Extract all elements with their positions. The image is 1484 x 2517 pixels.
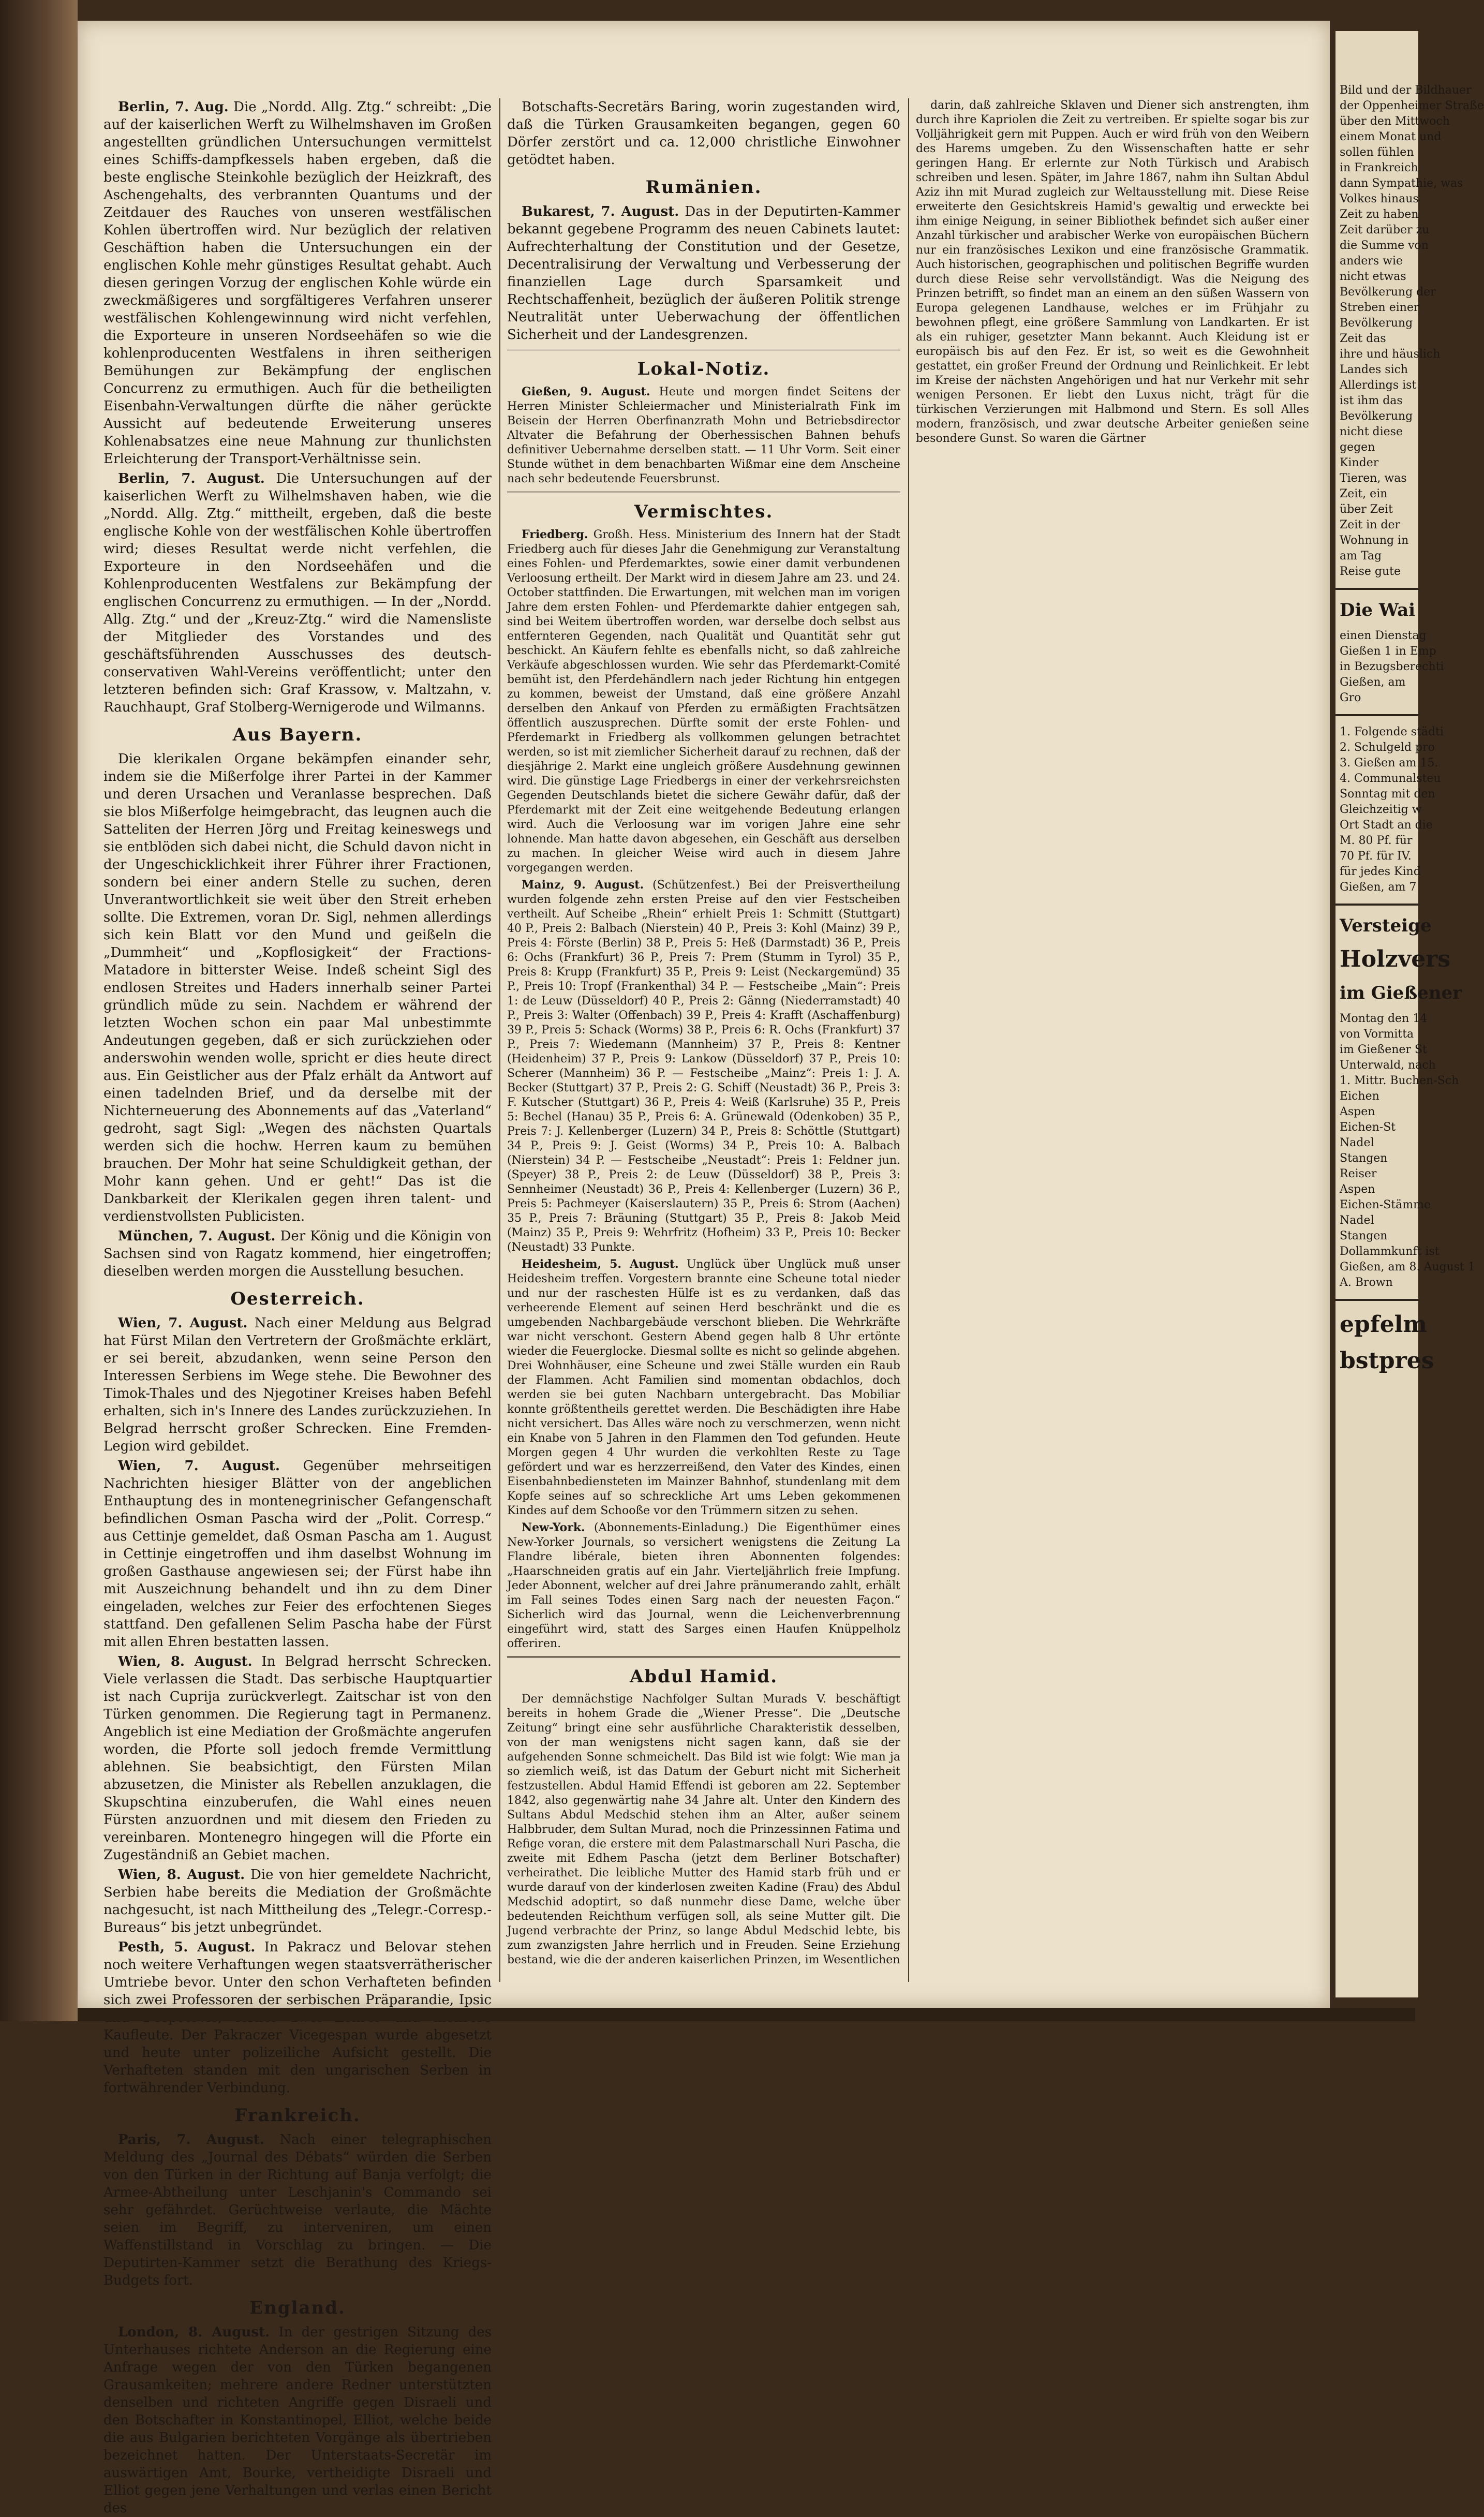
section-heading-frankreich: Frankreich. xyxy=(234,2105,361,2126)
strip-line: Montag den 14 xyxy=(1340,1012,1428,1025)
strip-line: 4. Communalsteu xyxy=(1340,772,1441,785)
strip-line: 2. Schulgeld pro xyxy=(1340,741,1435,754)
strip-text-mid xyxy=(1335,628,1444,706)
section-heading-england: England. xyxy=(249,2298,346,2318)
section-heading-abdul-hamid: Abdul Hamid. xyxy=(629,1666,778,1687)
strip-line: Zeit das xyxy=(1340,332,1386,345)
strip-heading-2: Versteige xyxy=(1340,915,1432,936)
strip-heading-big-1: Holzvers xyxy=(1340,946,1451,972)
strip-line: Reiser xyxy=(1340,1167,1377,1180)
article-wien-1: Wien, 7. August. Nach einer Meldung aus Belgrad hat Fürst Milan den Vertretern der Großmächte erklärt, er sei bereit, abzudanken, wenn seine Person den Interessen Serbiens im Wege stehe. Die Bewohner des Timok-Thales und des Njegotiner Kreises haben Befehl erhalten, sich in's Innere des Landes zurückzuziehen. In Belgrad herrscht großer Schrecken. Eine Fremden-Legion wird gebildet. xyxy=(103,1315,492,1454)
divider xyxy=(507,492,900,493)
article-giessen: Gießen, 9. August. Heute und morgen findet Seitens der Herren Minister Schleiermacher und Ministerialrath Fink im Beisein der Herren Oberfinanzrath Mohn und Betriebsdirector Altvater die Befahrung der Oberhessischen Bahnen behufs definitiver Uebernahme derselben statt. — 11 Uhr Vorm. Seit einer Stunde wüthet in dem benachbarten Wißmar eine dem Anscheine nach sehr bedeutende Feuersbrunst. xyxy=(507,385,900,485)
strip-line: Tieren, was xyxy=(1340,472,1407,485)
section-heading-vermischtes: Vermischtes. xyxy=(634,501,774,522)
strip-line: Allerdings ist xyxy=(1340,379,1417,392)
strip-line: Bild und der Bildhauer xyxy=(1340,84,1472,97)
column-rule xyxy=(499,98,500,1982)
article-muenchen: München, 7. August. Der König und die Königin von Sachsen sind von Ragatz kommend, hier eingetroffen; dieselben werden morgen die Ausstellung besuchen. xyxy=(103,1228,492,1279)
strip-line: A. Brown xyxy=(1340,1276,1393,1289)
strip-line: Dollammkunft ist xyxy=(1340,1245,1440,1258)
strip-line: Bevölkerung xyxy=(1340,317,1413,330)
strip-line: Ort Stadt an die xyxy=(1340,819,1433,832)
article-bayern: Die klerikalen Organe bekämpfen einander sehr, indem sie die Mißerfolge ihrer Partei in der Kammer und deren Ursachen und Veranlasse besprechen. Daß sie blos Mißerfolge heimgebracht, das leugnen auch die Satteliten der Herren Jörg und Freitag keineswegs und sie entblöden sich dabei nicht, die Schuld davon nicht in der Ungeschicklichkeit ihrer Führer ihrer Fractionen, sondern bei einer andern Stelle zu suchen, deren Unverantwortlichkeit sie weit über den Streit erheben sollte. Die Extremen, voran Dr. Sigl, nehmen allerdings sich kein Blatt vor den Mund und geißeln die „Dummheit“ und „Kopflosigkeit“ der Fractions-Matadore in bitterster Weise. Indeß scheint Sigl des endlosen Streites und Haders innerhalb seiner Partei gründlich müde zu sein. Nachdem er während der letzten Wochen schon ein paar Mal unbestimmte Andeutungen gegeben, daß er sich zurückziehen oder anderswohin wenden wolle, spricht er dies heute direct aus. Ein Geistlicher aus der Pfalz erhält da Antwort auf einen tadelnden Brief, und da derselbe mit der Nichterneuerung des Abonnements auf das „Vaterland“ gedroht, sagt Sigl: „Wegen des nächsten Quartals werden sich die hochw. Herren kaum zu bemühen brauchen. Der Mohr hat seine Schuldigkeit gethan, der Mohr kann gehen. Und er geht!“ Das ist die Dankbarkeit der Klerikalen gegen ihren talent- und verdienstvollsten Publicisten. xyxy=(103,751,492,1224)
strip-heading-3: im Gießener xyxy=(1340,983,1462,1003)
strip-line: Gießen, am 7 xyxy=(1340,881,1417,894)
divider xyxy=(1335,714,1418,716)
column-3 xyxy=(916,98,1309,1982)
column-rule xyxy=(908,98,909,1982)
divider xyxy=(1335,904,1418,906)
strip-line: anders wie xyxy=(1340,255,1403,268)
strip-line: Kinder xyxy=(1340,456,1379,469)
strip-text-bottom xyxy=(1335,1011,1475,1291)
strip-text-mid2 xyxy=(1335,724,1444,895)
article-wien-4: Wien, 8. August. Die von hier gemeldete Nachricht, Serbien habe bereits die Mediation der Großmächte nachgesucht, ist nach Mittheilung des „Telegr.-Corresp.-Bureaus“ bis jetzt unbegründet. xyxy=(103,1867,492,1935)
adjacent-page-strip xyxy=(1332,31,1484,1997)
section-heading-rumaenien: Rumänien. xyxy=(645,177,762,198)
strip-line: Zeit in der xyxy=(1340,519,1400,531)
strip-line: ist ihm das xyxy=(1340,394,1403,407)
strip-line: über Zeit xyxy=(1340,503,1393,516)
strip-line: für jedes Kind xyxy=(1340,865,1421,878)
strip-line: über den Mittwoch xyxy=(1340,115,1450,128)
strip-line: Gleichzeitig w xyxy=(1340,803,1422,816)
strip-line: Volkes hinaus xyxy=(1340,193,1419,205)
strip-line: Wohnung in xyxy=(1340,534,1409,547)
article-abdul-hamid: Der demnächstige Nachfolger Sultan Murads V. beschäftigt bereits in hohem Grade die „Wiener Presse“. Die „Deutsche Zeitung“ bringt eine sehr ausführliche Charakteristik desselben, von der man wenigstens nicht sagen kann, daß sie der aufgehenden Sonne schmeichelt. Das Bild ist wie folgt: Wie man ja so ziemlich weiß, ist das Datum der Geburt nicht mit Sicherheit festzustellen. Abdul Hamid Effendi ist geboren am 22. September 1842, also gegenwärtig nahe 34 Jahre alt. Unter den Kindern des Sultans Abdul Medschid stehen ihm an Alter, außer seinem Halbbruder, dem Sultan Murad, noch die Prinzessinnen Fatima und Refige voran, die erstere mit dem Palastmarschall Nuri Pascha, die zweite mit Edhem Pascha (jetzt dem Berliner Botschafter) verheirathet. Die leibliche Mutter des Hamid starb früh und er wurde darauf von der kinderlosen zweiten Kadine (Frau) des Abdul Medschid adoptirt, so daß nunmehr diese Dame, welche über bedeutenden Reichthum verfügen soll, als seine Mutter gilt. Die Jugend verbrachte der Prinz, so lange Abdul Medschid lebte, bis zum zwanzigsten Jahre herrlich und in Freuden. Seine Erziehung bestand, wie die der anderen kaiserlichen Prinzen, im Wesentlichen xyxy=(507,1693,900,1966)
strip-line: Gießen, am 8. August 1 xyxy=(1340,1261,1475,1274)
strip-line: von Vormitta xyxy=(1340,1028,1414,1041)
strip-line: Reise gute xyxy=(1340,565,1401,578)
strip-line: einem Monat und xyxy=(1340,130,1442,143)
article-abdul-hamid-continued: darin, daß zahlreiche Sklaven und Diener sich anstrengten, ihm durch ihre Kapriolen die Zeit zu vertreiben. Er spielte sogar bis zur Volljährigkeit gern mit Puppen. Auch er wird früh von den Weibern des Harems umgeben. Zu den Wissenschaften hatte er sehr geringen Hang. Er erlernte zur Noth Türkisch und Arabisch schreiben und lesen. Später, im Jahre 1867, nahm ihn Sultan Abdul Aziz ihn mit Murad zugleich zur Weltausstellung mit. Diese Reise erweiterte den Gesichtskreis Hamid's gewaltig und erweckte bei ihm einige Neigung, in seiner Bibliothek befindet sich außer einer Anzahl türkischer und arabischer Werke von europäischen Büchern nur ein französisches Lexikon und eine französische Grammatik. Auch historischen, geographischen und politischen Begriffe wurden durch diese Reise sehr vervollständigt. Was die Neigung des Prinzen betrifft, so findet man an einem an den süßen Wassern von Europa gelegenen Landhause, welches er im Frühjahr zu bewohnen pflegt, eine größere Sammlung von Landkarten. Er ist als ein ruhiger, gesetzter Mann bekannt. Auch Kleidung ist er europäisch bis auf den Fez. Er ist, so weit es die Gewohnheit gestattet, ein großer Freund der Ordnung und Reinlichkeit. Er lebt im Kreise der nächsten Angehörigen und hat nur Verkehr mit sehr wenigen Personen. Er liebt den Luxus nicht, trägt für die türkischen Verzierungen mit Halbmond und Stern. Es soll Alles modern, französisch, und zwar deutsche Arbeiter genießen seine besondere Gunst. So waren die Gärtner xyxy=(916,99,1309,445)
section-heading-oesterreich: Oesterreich. xyxy=(230,1289,365,1309)
divider xyxy=(1335,588,1418,590)
strip-line: Stangen xyxy=(1340,1152,1388,1165)
strip-line: 70 Pf. für IV. xyxy=(1340,850,1412,863)
strip-line: Eichen xyxy=(1340,1090,1379,1103)
divider xyxy=(507,1656,900,1658)
section-heading-bayern: Aus Bayern. xyxy=(232,724,363,745)
strip-line: am Tag xyxy=(1340,550,1382,562)
article-bukarest: Bukarest, 7. August. Das in der Deputirten-Kammer bekannt gegebene Programm des neuen Cabinets lautet: Aufrechterhaltung der Constitution und der Gesetze, Decentralisirung der Verwaltung und Verbesserung der finanziellen Lage durch Sparsamkeit und Rechtschaffenheit, bezüglich der äußeren Politik strenge Neutralität unter Ueberwachung der öffentlichen Sicherheit und der Landesgrenzen. xyxy=(507,204,901,343)
strip-line: M. 80 Pf. für xyxy=(1340,834,1413,847)
strip-line: Zeit darüber zu xyxy=(1340,224,1430,236)
strip-line: Landes sich xyxy=(1340,363,1408,376)
strip-line: einen Dienstag xyxy=(1340,629,1427,642)
strip-line: gegen xyxy=(1340,441,1375,454)
strip-line: Gießen 1 in Emp xyxy=(1340,645,1436,658)
scan-bottom-edge xyxy=(78,2008,1415,2021)
strip-line: Sonntag mit den xyxy=(1340,788,1435,801)
strip-heading-big-3: bstpres xyxy=(1340,1348,1434,1374)
strip-line: Nadel xyxy=(1340,1136,1374,1149)
strip-line: die Summe von xyxy=(1340,239,1429,252)
strip-line: 1. Folgende städti xyxy=(1340,726,1444,738)
strip-line: sollen fühlen xyxy=(1340,146,1414,159)
article-heidesheim: Heidesheim, 5. August. Unglück über Unglück muß unser Heidesheim treffen. Vorgestern brannte eine Scheune total nieder und nur der raschesten Hülfe ist es zu verdanken, daß das verheerende Element auf seinen Herd beschränkt und die es umgebenden Nachbargebäude verschont blieben. Die Wehrkräfte war nicht verschont. Gestern Abend gegen halb 8 Uhr ertönte wieder die Feuerglocke. Diesmal sollte es nicht so gelinde abgehen. Drei Wohnhäuser, eine Scheune und zwei Ställe wurden ein Raub der Flammen. Acht Familien sind momentan obdachlos, doch werden sie bei guten Nachbarn untergebracht. Das Mobiliar konnte größtentheils gerettet werden. Die Beschädigten ihre Habe nicht versichert. Das Alles wäre noch zu verschmerzen, wenn nicht ein Knabe von 5 Jahren in den Flammen den Tod gefunden. Heute Morgen gegen 4 Uhr wurden die verkohlten Reste zu Tage gefördert und war es herzzerreißend, den Vater des Kindes, einen Eisenbahnbediensteten im Mainzer Bahnhof, stundenlang mit dem Kopfe seines auf so schreckliche Art ums Leben gekommenen Kindes auf dem Schooße vor den Trümmern sitzen zu sehen. xyxy=(507,1257,900,1517)
strip-line: 3. Gießen am 15. xyxy=(1340,757,1438,769)
strip-line: Nadel xyxy=(1340,1214,1374,1227)
column-1 xyxy=(103,98,492,2516)
article-berlin-1: Berlin, 7. Aug. Die „Nordd. Allg. Ztg.“ schreibt: „Die auf der kaiserlichen Werft zu Wilhelmshaven im Großen angestellten gründlichen Untersuchungen vermittelst eines Schiffs-dampfkessels haben ergeben, daß die beste englische Steinkohle bezüglich der Heizkraft, des Aschengehalts, des verbrannten Quantums und der Zeitdauer des Rauches von unseren westfälischen Kohlen übertroffen wird. Nur bezüglich der relativen Geschäftion haben die Untersuchungen ein der englischen Kohle mehr günstiges Resultat gehabt. Auch diesen geringen Vorzug der englischen Kohle würde ein zweckmäßigeres und sorgfältigeres Verfahren unserer westfälischen Kohlengewinnung wird nicht verfehlen, die Exporteure in unseren Nordseehäfen so wie die kohlenproducenten Westfalens in ihren seitherigen Bemühungen zur Bekämpfung der englischen Concurrenz zu ermuthigen. Auch für die betheiligten Eisenbahn-Verwaltungen dürfte die näher gerückte Aussicht auf bedeutende Erweiterung unseres Kohlenabsatzes eine neue Mahnung zur thunlichsten Erleichterung der Transport-Verhältnisse sein. xyxy=(103,99,492,467)
divider xyxy=(1335,1299,1418,1301)
strip-line: in Bezugsberechti xyxy=(1340,660,1444,673)
strip-line: Zeit, ein xyxy=(1340,487,1388,500)
strip-line: Zeit zu haben xyxy=(1340,208,1419,221)
article-new-york: New-York. (Abonnements-Einladung.) Die Eigenthümer eines New-Yorker Journals, so versichert wenigstens die Zeitung La Flandre libérale, bieten ihren Abonnenten folgendes: „Haarschneiden gratis auf ein Jahr. Vierteljährlich freie Impfung. Jeder Abonnent, welcher auf drei Jahre pränumerando zahlt, erhält im Fall seines Todes einen Sarg nach der neuesten Façon.“ Sicherlich wird das Journal, wenn die Leichenverbrennung eingeführt wird, statt des Sarges einen Haufen Knüppelholz offeriren. xyxy=(507,1521,901,1650)
article-london-continued: Botschafts-Secretärs Baring, worin zugestanden wird, daß die Türken Grausamkeiten begangen, gegen 60 Dörfer zerstört und ca. 12,000 christliche Einwohner getödtet haben. xyxy=(507,99,900,168)
article-wien-3: Wien, 8. August. In Belgrad herrscht Schrecken. Viele verlassen die Stadt. Das serbische Hauptquartier ist nach Cuprija zurückverlegt. Zaitschar ist von den Türken genommen. Die Regierung tagt in Permanenz. Angeblich ist eine Mediation der Großmächte angerufen worden, die Pforte soll jedoch fremde Vermittlung ablehnen. Sie beabsichtigt, den Fürsten Milan abzusetzen, die Minister als Rebellen anzuklagen, die Skupschtina einzuberufen, die Wahl eines neuen Fürsten anzuordnen und mit diesem den Frieden zu vereinbaren. Montenegro hingegen will die Pforte ein Zugeständniß an Gebiet machen. xyxy=(103,1654,492,1863)
strip-line: Unterwald, nach xyxy=(1340,1059,1436,1072)
column-2 xyxy=(507,98,900,1982)
strip-line: der Oppenheimer Straße xyxy=(1340,99,1484,112)
strip-line: im Gießener St xyxy=(1340,1043,1427,1056)
strip-line: nicht etwas xyxy=(1340,270,1406,283)
strip-line: Bevölkerung xyxy=(1340,410,1413,423)
strip-line: Eichen-Stämme xyxy=(1340,1198,1431,1211)
strip-line: nicht diese xyxy=(1340,425,1403,438)
strip-line: Aspen xyxy=(1340,1183,1375,1196)
strip-line: 1. Mittr. Buchen-Sch xyxy=(1340,1074,1459,1087)
article-mainz: Mainz, 9. August. (Schützenfest.) Bei der Preisvertheilung wurden folgende zehn ersten Preise auf den vier Festscheiben vertheilt. Auf Scheibe „Rhein“ erhielt Preis 1: Schmitt (Stuttgart) 40 P., Preis 2: Balbach (Nierstein) 40 P., Preis 3: Kohl (Mainz) 39 P., Preis 4: Förste (Berlin) 38 P., Preis 5: Heß (Darmstadt) 36 P., Preis 6: Ochs (Frankfurt) 36 P., Preis 7: Prem (Stumm in Tyrol) 35 P., Preis 8: Krupp (Frankfurt) 35 P., Preis 9: Leist (Neckargemünd) 35 P., Preis 10: Tropf (Frankenthal) 34 P. — Festscheibe „Main“: Preis 1: de Leuw (Düsseldorf) 40 P., Preis 2: Gänng (Niederramstadt) 40 P., Preis 3: Walter (Offenbach) 39 P., Preis 4: Krafft (Aschaffenburg) 39 P., Preis 5: Schack (Worms) 38 P., Preis 6: R. Ochs (Frankfurt) 37 P., Preis 7: Wiedemann (Mannheim) 37 P., Preis 8: Kentner (Heidenheim) 37 P., Preis 9: Lankow (Düsseldorf) 37 P., Preis 10: Scherer (Mannheim) 36 P. — Festscheibe „Mainz“: Preis 1: J. A. Becker (Stuttgart) 37 P., Preis 2: G. Schiff (Neustadt) 36 P., Preis 3: F. Kutscher (Stuttgart) 36 P., Preis 4: Weiß (Karlsruhe) 35 P., Preis 5: Bechel (Hanau) 35 P., Preis 6: A. Grünewald (Odenkoben) 35 P., Preis 7: J. Kellenberger (Luzern) 34 P., Preis 8: Schöttle (Stuttgart) 34 P., Preis 9: J. Geist (Worms) 34 P., Preis 10: A. Balbach (Nierstein) 34 P. — Festscheibe „Neustadt“: Preis 1: Feldner jun. (Speyer) 38 P., Preis 2: de Leuw (Düsseldorf) 38 P., Preis 3: Sennheimer (Neustadt) 36 P., Preis 4: Kellenberger (Luzern) 36 P., Preis 5: Pachmeyer (Kaiserslautern) 35 P., Preis 6: Strom (Aachen) 35 P., Preis 7: Bräuning (Stuttgart) 35 P., Preis 8: Jakob Meid (Mainz) 35 P., Preis 9: Wehrfritz (Hofheim) 33 P., Preis 10: Becker (Neustadt) 33 Punkte. xyxy=(507,878,901,1254)
strip-heading-1: Die Wai xyxy=(1340,600,1416,620)
strip-line: Bevölkerung der xyxy=(1340,286,1436,299)
article-friedberg: Friedberg. Großh. Hess. Ministerium des Innern hat der Stadt Friedberg auch für dieses Jahr die Genehmigung zur Veranstaltung eines Fohlen- und Pferdemarktes, sowie einer damit verbundenen Verloosung ertheilt. Der Markt wird in diesem Jahre am 23. und 24. October stattfinden. Die Erwartungen, mit welchen man im vorigen Jahre dem ersten Fohlen- und Pferdemarkte dahier entgegen sah, sind bei Weitem übertroffen worden, war derselbe doch selbst aus entfernteren Gegenden, nach Qualität und Quantität sehr gut beschickt. An Käufern fehlte es ebenfalls nicht, so daß zahlreiche Verkäufe abgeschlossen wurden. Wie sehr das Pferdemarkt-Comité bemüht ist, den Pferdehändlern nach jeder Richtung hin entgegen zu kommen, beweist der Umstand, daß eine größere Anzahl derselben den Ankauf von Pferden zu ermäßigten Frachtsätzen öffentlich auszusprechen. Dürfte somit der erste Fohlen- und Pferdemarkt in Friedberg als vollkommen gelungen betrachtet werden, so ist mit ziemlicher Sicherheit darauf zu rechnen, daß der diesjährige 2. Markt eine ungleich größere Ausdehnung gewinnen wird. Die günstige Lage Friedbergs in einer der verkehrsreichsten Gegenden Deutschlands bietet die sichere Gewähr dafür, daß der Pferdemarkt mit der Zeit eine weitgehende Bedeutung erlangen wird. Auch die Verloosung war im vorigen Jahre eine sehr lohnende. Man hatte davon abgesehen, ein Geschäft aus derselben zu machen. In gleicher Weise wird auch in diesem Jahre vorgegangen werden. xyxy=(507,528,900,875)
strip-line: Gießen, am xyxy=(1340,676,1406,689)
newspaper-page xyxy=(78,21,1330,2516)
strip-line: Stangen xyxy=(1340,1230,1388,1242)
article-paris: Paris, 7. August. Nach einer telegraphischen Meldung des „Journal des Débats“ würden die Serben von den Türken in der Richtung auf Banja verfolgt; die Armee-Abtheilung unter Leschjanin's Commando sei sehr gefährdet. Gerüchtweise verlaute, die Mächte seien im Begriff, zu interveniren, um einen Waffenstillstand in Vorschlag zu bringen. — Die Deputirten-Kammer setzt die Berathung des Kriegs-Budgets fort. xyxy=(103,2132,492,2288)
scan-binding-edge xyxy=(0,0,78,2021)
strip-line: Eichen-St xyxy=(1340,1121,1396,1134)
divider xyxy=(507,349,900,350)
article-berlin-2: Berlin, 7. August. Die Untersuchungen auf der kaiserlichen Werft zu Wilhelmshaven haben, wie die „Nordd. Allg. Ztg.“ mittheilt, ergeben, daß die beste englische Kohle von der westfälischen Kohle übertroffen wird; dieses Resultat werde nicht verfehlen, die Exporteure in den Nordseehäfen und die Kohlenproducenten Westfalens zur Bekämpfung der englischen Concurrenz zu ermuthigen. — In der „Nordd. Allg. Ztg.“ und der „Kreuz-Ztg.“ wird die Namensliste der Mitglieder des Vorstandes und des geschäftsführenden Ausschusses des deutsch-conservativen Wahl-Vereins veröffentlicht; unter den letzteren befinden sich: Graf Krassow, v. Maltzahn, v. Rauchhaupt, Graf Stolberg-Wernigerode und Wilmanns. xyxy=(103,471,492,715)
strip-line: ihre und häuslich xyxy=(1340,348,1441,361)
strip-line: in Frankreich xyxy=(1340,161,1418,174)
strip-heading-big-2: epfelm xyxy=(1340,1311,1427,1338)
article-pesth: Pesth, 5. August. In Pakracz und Belovar stehen noch weitere Verhaftungen wegen staatsverrätherischer Umtriebe bevor. Unter den schon Verhafteten befinden sich zwei Professoren der serbischen Präparandie, Ipsic Kaufleute. Der Pakraczer Vicegespan wurde abgesetzt und heute unter polizeiliche Aufsicht gestellt. Die Verhafteten standen mit den ungarischen Serben in fortwährender Verbindung. xyxy=(103,1939,492,2096)
strip-line: Streben einer xyxy=(1340,301,1419,314)
article-london: London, 8. August. In der gestrigen Sitzung des Unterhauses richtete Anderson an die Regierung eine Anfrage wegen der von den Türken begangenen Grausamkeiten; mehrere andere Redner unterstützten denselben und richteten Angriffe gegen Disraeli und den Botschafter in Konstantinopel, Elliot, welche beide die aus Bulgarien berichteten Vorgänge als übertrieben bezeichnet hatten. Der Unterstaats-Secretär im auswärtigen Amt, Bourke, vertheidigte Disraeli und Elliot gegen jene Verhaltungen und verlas einen Bericht des xyxy=(103,2324,492,2516)
strip-line: dann Sympathie, was xyxy=(1340,177,1463,190)
article-wien-2: Wien, 7. August. Gegenüber mehrseitigen Nachrichten hiesiger Blätter von der angeblichen Enthauptung des in montenegrinischer Gefangenschaft befindlichen Osman Pascha wird der „Polit. Corresp.“ aus Cettinje gemeldet, daß Osman Pascha am 1. August in Cettinje eingetroffen und ihm daselbst Wohnung im großen Gasthause angewiesen sei; der Fürst habe ihn mit Auszeichnung behandelt und ihn zu dem Diner eingeladen, welches zur Feier des erfochtenen Sieges stattfand. Den gefallenen Selim Pascha habe der Fürst mit allen Ehren bestatten lassen. xyxy=(103,1458,492,1650)
strip-text-top xyxy=(1335,83,1484,580)
section-heading-lokal: Lokal-Notiz. xyxy=(637,359,770,379)
strip-line: Gro xyxy=(1340,691,1361,704)
strip-line: Aspen xyxy=(1340,1105,1375,1118)
